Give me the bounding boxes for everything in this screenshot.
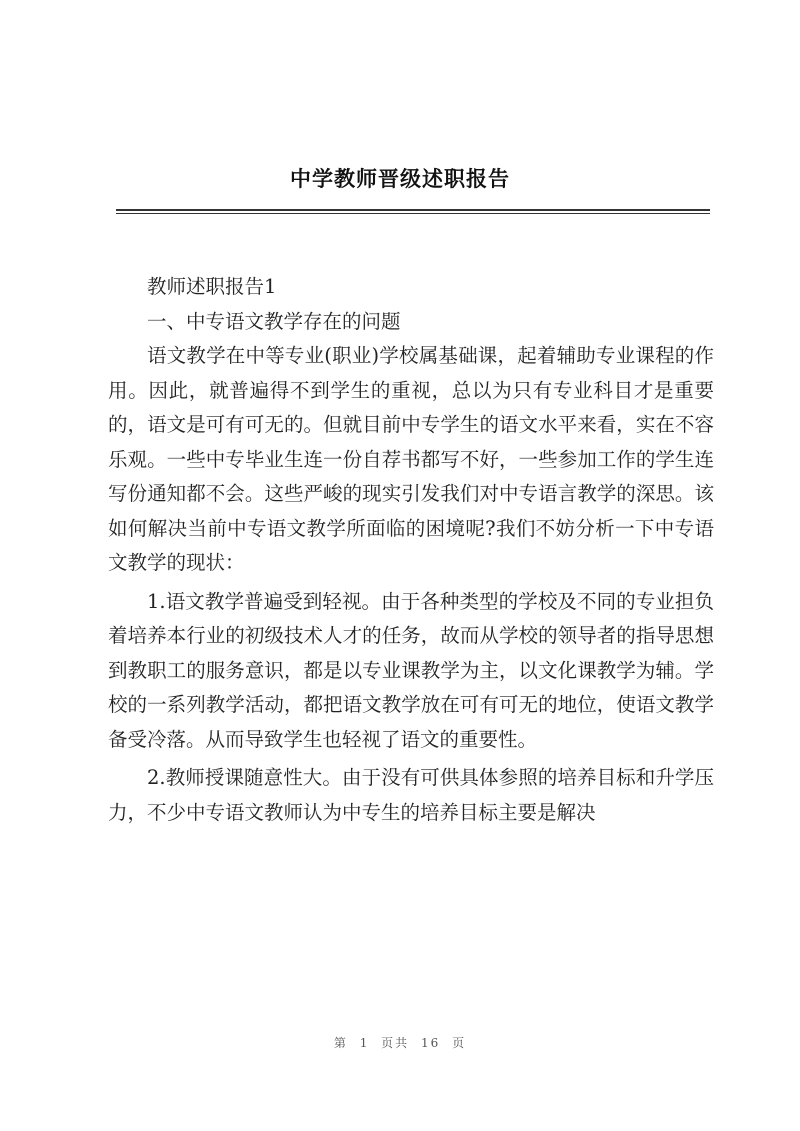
section-heading: 教师述职报告1 [147,275,277,298]
body-paragraph: 1.语文教学普遍受到轻视。由于各种类型的学校及不同的专业担负着培养本行业的初级技术人才的任务，故而从学校的领导者的指导思想到教职工的服务意识，都是以专业课教学为主，以文化课教学为辅。学校的一系列教学活动，都把语文教学放在可有可无的地位，使语文教学备受冷落。从而导致学生也轻视了语文的重要性。 [108,589,714,751]
body-paragraph: 语文教学在中等专业(职业)学校属基础课，起着辅助专业课程的作用。因此，就普遍得不到学生的重视，总以为只有专业科目才是重要的，语文是可有可无的。但就目前中专学生的语文水平来看，实在不容乐观。一些中专毕业生连一份自荐书都写不好，一些参加工作的学生连写份通知都不会。这些严峻的现实引发我们对中专语言教学的深思。该如何解决当前中专语文教学所面临的困境呢?我们不妨分析一下中专语文教学的现状： [108,344,714,574]
page-number-footer: 第 1 页共 16 页 [333,1036,467,1050]
page-title: 中学教师晋级述职报告 [290,166,510,191]
body-paragraph: 2.教师授课随意性大。由于没有可供具体参照的培养目标和升学压力，不少中专语文教师认为中专生的培养目标主要是解决 [108,766,714,824]
title-divider-thin [116,213,710,214]
document-body [108,270,714,830]
subsection-heading: 一、中专语文教学存在的问题 [147,309,401,333]
title-divider [116,209,710,211]
